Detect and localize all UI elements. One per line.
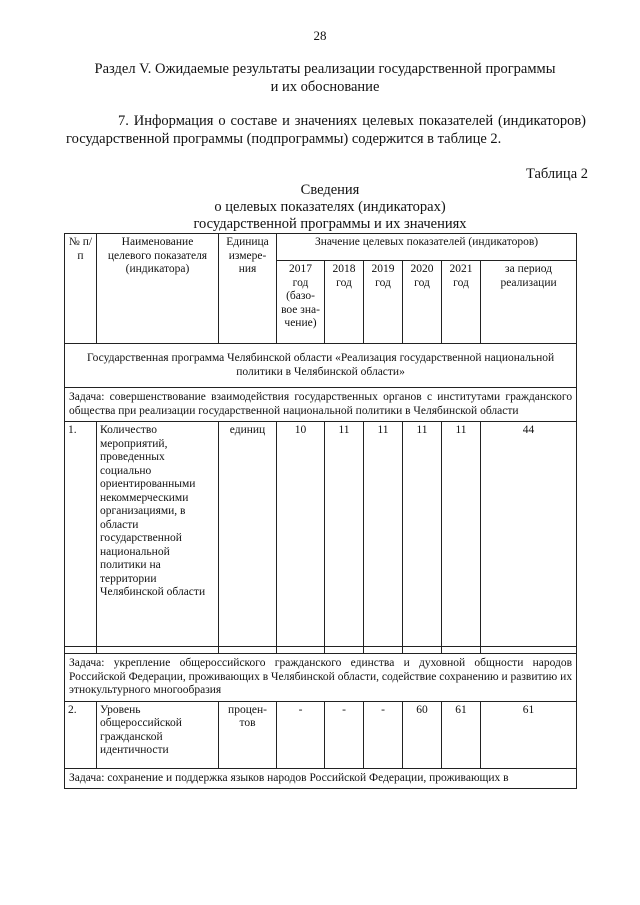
header-row-top	[65, 234, 577, 261]
header-2018: 2018 год	[325, 261, 364, 344]
table-label: Таблица 2	[525, 166, 588, 182]
task-text: Задача: укрепление общероссийского гражданского единства и духовной общности народов Российской Федерации, проживающих в Челябинской области, содействие сохранению и развитию их этнокультурного многообразия	[65, 654, 577, 702]
header-2019: 2019 год	[364, 261, 403, 344]
row-2019-value: -	[364, 701, 403, 768]
task-row	[65, 654, 577, 702]
intro-paragraph: 7. Информация о составе и значениях целевых показателей (индикаторов) государственной программы (подпрограммы) содержится в таблице 2.	[66, 113, 586, 147]
section-heading-line-2: и их обоснование	[270, 79, 380, 95]
row-2020-value: 60	[403, 701, 442, 768]
table-caption	[70, 182, 590, 233]
row-unit: единиц	[219, 422, 277, 647]
row-2019-value: 11	[364, 422, 403, 647]
row-2018-value: -	[325, 701, 364, 768]
row-2020-value: 11	[403, 422, 442, 647]
program-title-row	[65, 344, 577, 388]
row-base-value: 10	[277, 422, 325, 647]
caption-line-1: Сведения	[300, 182, 360, 198]
header-unit: Единица измере-ния	[219, 234, 277, 344]
row-indicator-name: Уровень общероссийской гражданской идентичности	[97, 701, 219, 768]
section-heading	[40, 60, 610, 96]
task-row	[65, 768, 577, 789]
task-row	[65, 388, 577, 422]
caption-line-3: государственной программы и их значениях	[193, 216, 467, 232]
row-indicator-name: Количество мероприятий, проведенных социально ориентированными некоммерческими организациями, в области государственной национальной политики на территории Челябинской области	[97, 422, 219, 647]
row-2021-value: 11	[442, 422, 481, 647]
header-num: № п/п	[65, 234, 97, 344]
row-num: 1.	[65, 422, 97, 647]
header-name: Наименование целевого показателя (индикатора)	[97, 234, 219, 344]
row-unit: процен-тов	[219, 701, 277, 768]
section-heading-line-1: Раздел V. Ожидаемые результаты реализации государственной программы	[94, 61, 556, 77]
page-number: 28	[313, 28, 327, 43]
header-period: за период реализации	[481, 261, 577, 344]
task-text: Задача: сохранение и поддержка языков народов Российской Федерации, проживающих в	[65, 768, 577, 789]
indicators-table	[64, 233, 577, 789]
row-base-value: -	[277, 701, 325, 768]
table-row	[65, 701, 577, 768]
program-title: Государственная программа Челябинской области «Реализация государственной национальной политики в Челябинской области»	[65, 344, 577, 388]
header-2020: 2020 год	[403, 261, 442, 344]
task-text: Задача: совершенствование взаимодействия государственных органов с институтами гражданского общества при реализации государственной национальной политики в Челябинской области	[65, 388, 577, 422]
row-2021-value: 61	[442, 701, 481, 768]
header-2021: 2021 год	[442, 261, 481, 344]
row-period-value: 61	[481, 701, 577, 768]
table-row	[65, 422, 577, 647]
header-base-year: 2017 год (базо-вое зна-чение)	[277, 261, 325, 344]
caption-line-2: о целевых показателях (индикаторах)	[214, 199, 446, 215]
row-spacer	[65, 647, 577, 654]
row-period-value: 44	[481, 422, 577, 647]
row-num: 2.	[65, 701, 97, 768]
row-2018-value: 11	[325, 422, 364, 647]
header-values-group: Значение целевых показателей (индикаторов)	[277, 234, 577, 261]
